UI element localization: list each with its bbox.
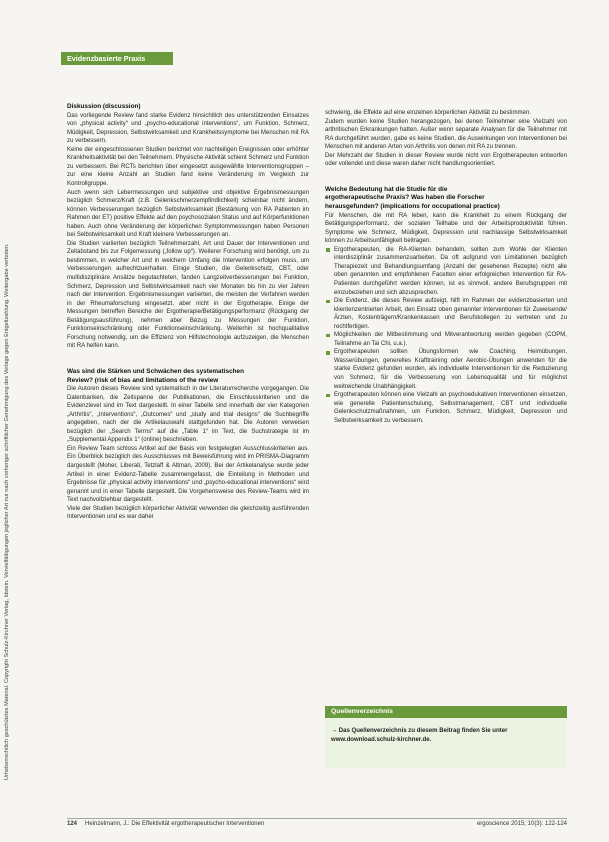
paragraph: Das vorliegende Review fand starke Evidenz hinsichtlich des unterstützenden Einsatzes von „physical activity“ und „psycho-educational interventions“, um Funktion, Schmerz, Müdigkeit, Depression, Selbstwirksamkeit und Krankheitssymptome bei Menschen mit RA zu verbessern.	[67, 112, 309, 145]
heading-strengths	[67, 368, 309, 385]
list-item: Möglichkeiten der Mitbestimmung und Mitverantwortung werden gegeben (COPM, Teilnahme an Tai Chi, u.a.).	[334, 332, 567, 347]
right-column	[325, 109, 567, 425]
heading-line: Was sind die Stärken und Schwächen des systematischen	[67, 367, 244, 375]
paragraph: Ein Review Team schloss Artikel auf der Basis von festgelegten Ausschlusskriterien aus. Ein Überblick bezüglich des Ausschlusses mit Beweisführung wird im PRISMA-Diagramm dargestellt (Moher, Liberati, Tetzlaff & Altman, 2009). Bei der Artikelanalyse wurde jeder Artikel in einer Evidenz-Tabelle zusammengefasst, die Einteilung in Methoden und Ergebnisse für „physical activity interventions“ und „psycho-educational interventions“ wird genannt und in einer Tabelle dargestellt. Die Vorgehensweise des Review-Teams wird im Text nachvollziehbar dargestellt.	[67, 445, 309, 504]
heading-line: Welche Bedeutung hat die Studie für die	[325, 185, 448, 193]
references-box	[325, 706, 567, 768]
page-footer	[67, 818, 567, 831]
paragraph: Der Mehrzahl der Studien in dieser Review wurde nicht von Ergotherapeuten entworfen oder vollendet und diese waren daher nicht handlungsorientiert.	[325, 152, 567, 168]
paragraph: Für Menschen, die mit RA leben, kann die Krankheit zu einem Rückgang der Betätigungsperformanz, der sozialen Teilhabe und der Arbeitsproduktivität führen. Symptome wie Schmerz, Müdigkeit, Depression und nachlassige Selbstwirksamkeit können zu Arbeitsunfähigkeit beitragen.	[325, 212, 567, 245]
paragraph: Die Studien variierten bezüglich Teilnehmerzahl, Art und Dauer der Interventionen und Zeitabstand bis zur Folgemessung („follow up“). Weiterer Forschung wird benötigt, um zu bestimmen, in welcher Art und in welchem Umfang die Intervention erfolgen muss, um Verbesserungen aufrechtzuerhalten. Einige Studien, die Gelenkschutz, CBT, oder multidisziplinäre Ansätze begutachteten, fanden Langzeitverbesserungen bei Funktion, Schmerz, Depression und Selbstwirksamkeit nach vier Monaten bis hin zu vier Jahren nach der Intervention. Ergebnismessungen variierten, die meisten der Verfahren werden in der Rheumaforschung eingesetzt, aber nicht in der Ergotherapie. Einige der Messungen betreffen Bereiche der Ergotherapie/Betätigungsperformanz (Rückgang der Betätigungsausführung), nehmen aber Bezug zu Messungen der Funktion, Funktionseinschränkung oder Funktionseinschränkung. Weiterhin ist hochqualitative Forschung notwendig, um die Effizienz von Hilfstechnologie aufzuzeigen, die Menschen mit RA helfen kann.	[67, 240, 309, 350]
paragraph: Zudem wurden keine Studien herangezogen, bei denen Teilnehmer eine Vielzahl von arthritischen Erkrankungen hatten. Außer wenn separate Analysen für die Teilnehmer mit RA durchgeführt wurden, gabe es keine Studien, die Auswirkungen von Interventionen bei Menschen mit anderen Arten von Arthritis von denen mit RA zu trennen.	[325, 118, 567, 151]
list-item: Die Evidenz, die dieses Review aufzeigt, hilft im Rahmen der evidenzbasierten und klientenzentrierten Arbeit, den Einsatz oben genannter Interventionen für Zuweisende/Ärzten, Kostenträgern/Krankenkassen und Berufskollegen zu vertreten und zu rechtfertigen.	[334, 298, 567, 330]
list-item: Ergotherapeuten sollten Übungsformen wie Coaching, Heimübungen, Wasserübungen, generelles Krafttraining oder Aerobic-Übungen anwenden für die starke Evidenz gefunden wurden, als individuelle Interventionen für die Reduzierung von Schmerz, für die Verbesserung von Lebensqualität und für möglichst weitreichende Unabhängigkeit.	[334, 349, 567, 390]
paragraph: Viele der Studien bezüglich körperlicher Aktivität verwenden die gleichzeitig ausführenden Interventionen und es war daher	[67, 505, 309, 521]
journal-info: ergoscience 2015; 10(3): 122-124	[476, 821, 567, 827]
footer-citation: Heinzelmann, J.: Die Effektivität ergotherapeutischer Interventionen	[85, 821, 265, 827]
heading-line: ergotherapeutische Praxis? Was haben die Forscher	[325, 194, 485, 202]
copyright-side-note: Urheberrechtlich geschütztes Material. Copyright Schulz-Kirchner Verlag, Idstein. Vervielfältigungen jeglicher Art nur nach vorheriger schriftlicher Genehmigung des Verlags gegen Entgeltzahlung. Weitergabe verboten.	[4, 243, 10, 780]
implications-list	[325, 246, 567, 425]
list-item: Ergotherapeuten können eine Vielzahl an psychoedukativen Interventionen einsetzen, wie generelle Patientenschulung, Selbstmanagement, CBT und individuelle Gelenkschutzmaßnahmen, um Funktion, Schmerz, Müdigkeit, Depression und Selbstwirksamkeit zu verbessern.	[334, 392, 567, 424]
paragraph: Keine der eingeschlossenen Studien berichtet von nachteiligen Ereignissen oder erhöhter Krankheitsaktivität bei den Teilnehmern. Physische Aktivität schient Schmerz und Funktion zu verbessern. Bei RCTs berichten über eingesetzt ausgewählte Interventionsgruppen – zur eine kleine Anzahl an Studien fand keine Veränderung im Vergleich zur Kontrollgruppe.	[67, 146, 309, 187]
heading-line: herausgefunden? (implications for occupational practice)	[325, 203, 500, 211]
paragraph: Die Autoren dieses Review sind systematisch in der Literaturrecherche vorgegangen. Die Datenbanken, die Zeitspanne der Publikationen, die Einschlusskriterien und die Evidenzlevel sind im Text dargestellt. In einer Tabelle sind innerhalb der vier Kategorien „Arthritis“, „Interventions“, „Outcomes“ und „study and trial designs“ die Suchbegriffe angegeben, nach der die Artikelauswahl stattgefunden hat. Die Autoren verweisen bezüglich der „Search Terms“ auf die „Table 1“ im Text, die Suchstrategie ist im „Supplemental Appendix 1“ (online) beschrieben.	[67, 386, 309, 444]
list-item: Ergotherapeuten, die RA-Klienten behandeln, sollten zum Wohle der Klienten interdisziplinär zusammenzuarbeiten. Da oft aufgrund von Limitationen bezüglich Therapiezeit und Behandlungsumfang (Anzahl der gesehenen Rezepte) nicht alle oben genannten und empfohlenen Facetten einer erfolgreichen Intervention für RA-Patienten durchgeführt werden können, ist es sinnvoll, andere Berufsgruppen mit einzubeziehen und sich abzusprechen.	[334, 246, 567, 296]
references-text: → Das Quellenverzeichnis zu diesem Beitrag finden Sie unter www.download.schulz-kirchner.de.	[331, 728, 508, 743]
section-label: Evidenzbasierte Praxis	[61, 52, 173, 65]
left-column	[67, 103, 309, 522]
page-number: 124	[67, 821, 78, 827]
paragraph: schwierig, die Effekte auf eine einzelnen körperlichen Aktivität zu bestimmen.	[325, 110, 531, 116]
heading-implications	[325, 186, 567, 212]
heading-line: Review? (risk of bias and limitations of the review	[67, 376, 219, 384]
paragraph: Auch wenn sich Lebermessungen und subjektive und objektive Ergebnismessungen bezüglich Schmerz/Kraft (z.B. Gelenkschmerzempfindlichkeit) scheinbar nicht ändern, können Verbesserungen bezüglich Selbstwirksamkeit (Bestärkung von RA Patienten im Rahmen der ET) positive Effekte auf den psychosozialen Status und auf Körperfunktionen haben. Auch ohne Veränderung der körperlichen Symptommessungen haben Personen bei Selbstwirksamkeit und Kraft kleinere Verbesserungen an.	[67, 189, 309, 239]
references-title: Quellenverzeichnis	[325, 706, 567, 718]
heading-discussion: Diskussion (discussion)	[67, 103, 141, 110]
